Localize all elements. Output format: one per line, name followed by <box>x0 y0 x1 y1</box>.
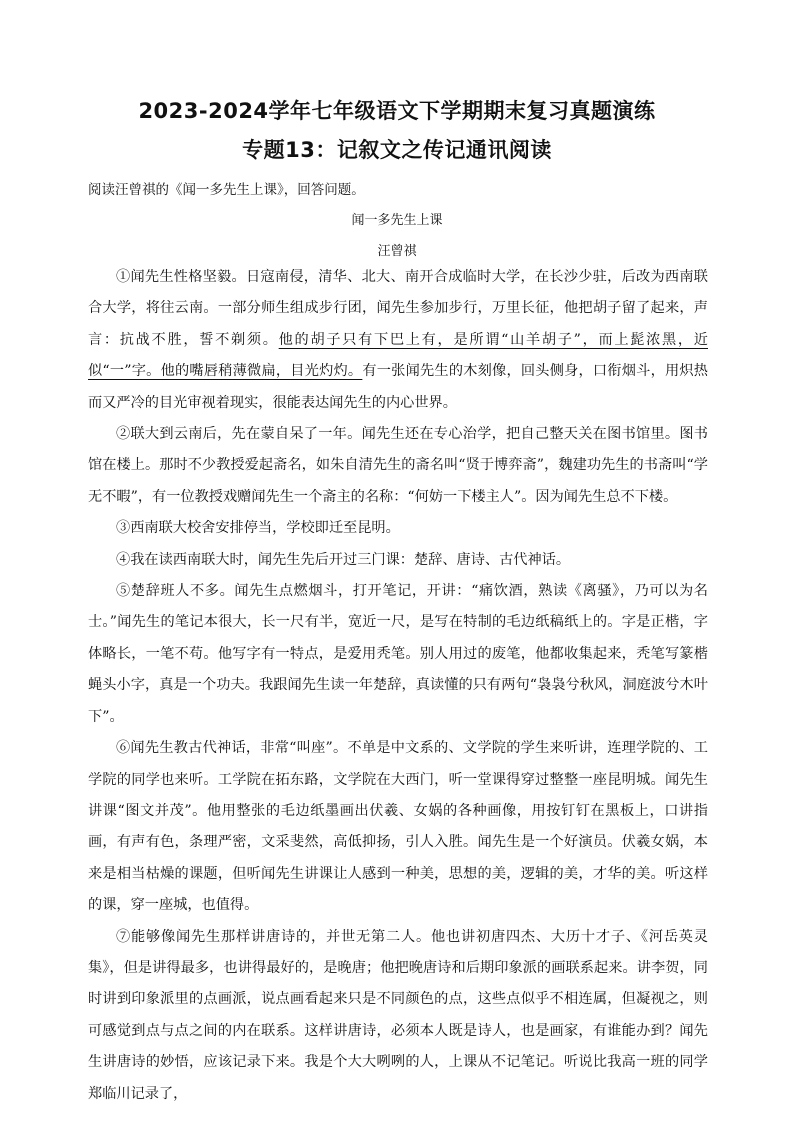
article-title: 闻一多先生上课 <box>351 213 443 228</box>
paragraph-7: ⑦能够像闻先生那样讲唐诗的，并世无第二人。他也讲初唐四杰、大历十才子、《河岳英灵集》，但是讲得最多，也讲得最好的，是晚唐；他把晚唐诗和后期印象派的画联系起来。讲李贺，同时讲到印象派里的点画派，说点画看起来只是不同颜色的点，这些点似乎不相连属，但凝视之，则可感觉到点与点之间的内在联系。这样讲唐诗，必须本人既是诗人，也是画家，有谁能办到？闻先生讲唐诗的妙悟，应该记录下来。我是个大大咧咧的人，上课从不记笔记。听说比我高一班的同学郑临川记录了， <box>88 928 708 1102</box>
article-body <box>88 262 708 1110</box>
document-title: 2023-2024学年七年级语文下学期期末复习真题演练 <box>138 99 656 123</box>
paragraph-3: ③西南联大校舍安排停当，学校即迁至昆明。 <box>116 520 400 537</box>
paragraph-6: ⑥闻先生教古代神话，非常“叫座”。不单是中文系的、文学院的学生来听讲，连理学院的、工学院的同学也来听。工学院在拓东路，文学院在大西门，听一堂课得穿过整整一座昆明城。闻先生讲课“图文并茂”。他用整张的毛边纸墨画出伏羲、女娲的各种画像，用按钉钉在黑板上，口讲指画，有声有色，条理严密，文采斐然，高低抑扬，引人入胜。闻先生是一个好演员。伏羲女娲，本来是相当枯燥的课题，但听闻先生讲课让人感到一种美，思想的美，逻辑的美，才华的美。听这样的课，穿一座城，也值得。 <box>88 740 708 914</box>
paragraph-4: ④我在读西南联大时，闻先生先后开过三门课：楚辞、唐诗、古代神话。 <box>116 551 571 568</box>
paragraph-1-underlined-text: 他的胡子只有下巴上有，是所谓“山羊胡子”，而上髭浓黑，近似“一”字。他的嘴唇稍薄微扁，目光灼灼。 <box>88 331 708 380</box>
paragraph-1 <box>88 262 708 419</box>
document-subtitle: 专题13：记叙文之传记通讯阅读 <box>242 138 552 162</box>
reading-instruction: 阅读汪曾祺的《闻一多先生上课》，回答问题。 <box>88 182 365 198</box>
paragraph-1-text-b: 有一张闻先生的木刻像，回头侧身，口衔烟斗，用炽热而又严冷的目光审视着现实，很能表达闻先生的内心世界。 <box>88 363 708 411</box>
article-author: 汪曾祺 <box>377 244 417 259</box>
paragraph-2: ②联大到云南后，先在蒙自呆了一年。闻先生还在专心治学，把自己整天关在图书馆里。图书馆在楼上。那时不少教授爱起斋名，如朱自清先生的斋名叫“贤于博弈斋”，魏建功先生的书斋叫“学无不暇”，有一位教授戏赠闻先生一个斋主的名称：“何妨一下楼主人”。因为闻先生总不下楼。 <box>88 426 708 505</box>
paragraph-1-text-a: ①闻先生性格坚毅。日寇南侵，清华、北大、南开合成临时大学，在长沙少驻，后改为西南联合大学，将往云南。一部分师生组成步行团，闻先生参加步行，万里长征，他把胡子留了起来，声言：抗战不胜，誓不剃须。 <box>88 269 708 348</box>
paragraph-5: ⑤楚辞班人不多。闻先生点燃烟斗，打开笔记，开讲：“痛饮酒，熟读《离骚》，乃可以为名士。”闻先生的笔记本很大，长一尺有半，宽近一尺，是写在特制的毛边纸稿纸上的。字是正楷，字体略长，一笔不苟。他写字有一特点，是爱用秃笔。别人用过的废笔，他都收集起来，秃笔写篆楷蝇头小字，真是一个功夫。我跟闻先生读一年楚辞，真读懂的只有两句“袅袅兮秋风，洞庭波兮木叶下”。 <box>88 583 708 725</box>
